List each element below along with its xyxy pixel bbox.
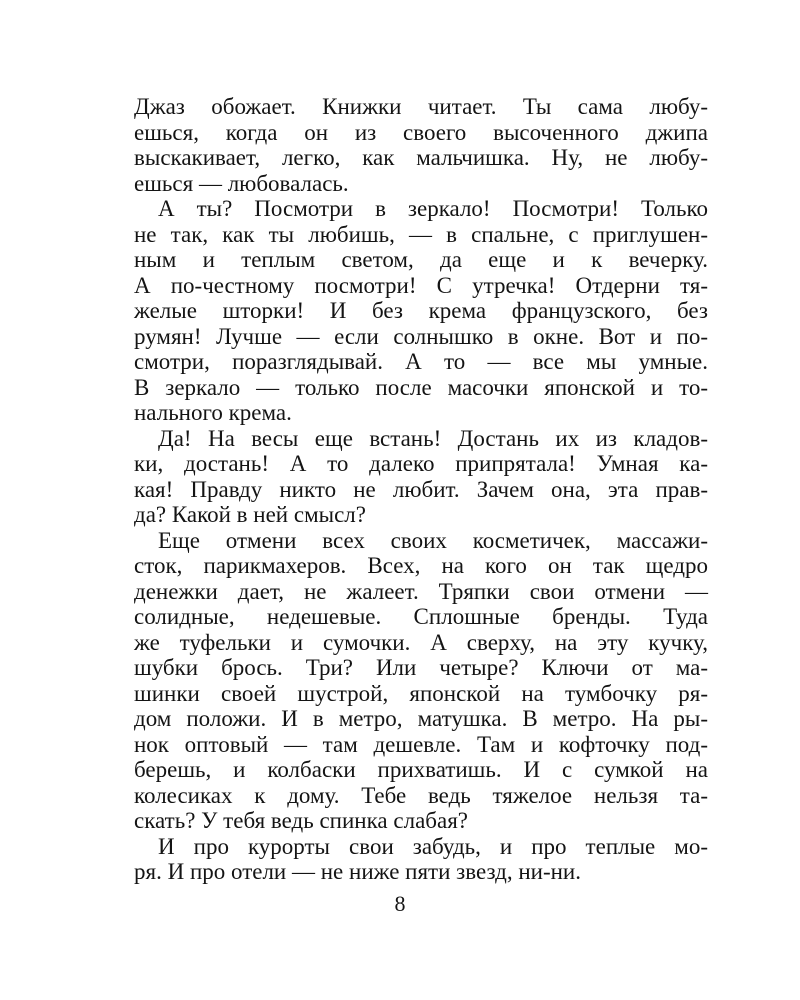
text-line: же туфельки и сумочки. А сверху, на эту кучку, (134, 629, 708, 655)
body-text (134, 94, 708, 885)
text-line: нок оптовый — там дешевле. Там и кофточку под- (134, 731, 708, 757)
text-line: скать? У тебя ведь спинка слабая? (134, 808, 468, 833)
text-line: кая! Правду никто не любит. Зачем она, эта прав- (134, 476, 708, 502)
text-line: берешь, и колбаски прихватишь. И с сумкой на (134, 757, 708, 782)
text-line: Да! На весы еще встань! Достань их из кладов- (158, 425, 708, 451)
text-line: ным и теплым светом, да еще и к вечерку. (134, 247, 708, 272)
text-line: да? Какой в ней смысл? (134, 502, 366, 527)
text-line: А по-честному посмотри! С утречка! Отдерни тя- (134, 272, 708, 298)
text-line: И про курорты свои забудь, и про теплые мо- (158, 833, 708, 859)
text-line: ки, достань! А то далеко припрятала! Умная ка- (134, 451, 708, 476)
text-line: шинки своей шустрой, японской на тумбочку ря- (134, 680, 708, 706)
text-line: Джаз обожает. Книжки читает. Ты сама любу- (134, 94, 708, 119)
paragraph (134, 426, 708, 528)
paragraph (134, 834, 708, 885)
text-line: нального крема. (134, 400, 292, 425)
text-line: выскакивает, легко, как мальчишка. Ну, не любу- (134, 145, 708, 170)
text-line: сток, парикмахеров. Всех, на кого он так щедро (134, 553, 708, 578)
text-line: ешься, когда он из своего высоченного джипа (134, 119, 708, 145)
page-number: 8 (394, 891, 406, 916)
text-line: дом положи. И в метро, матушка. В метро. На ры- (134, 706, 708, 731)
paragraph (134, 528, 708, 834)
text-line: ря. И про отели — не ниже пяти звезд, ни-ни. (134, 859, 581, 884)
paragraph (134, 196, 708, 426)
text-line: ешься — любовалась. (134, 170, 349, 196)
paragraph (134, 94, 708, 196)
text-line: колесиках к дому. Тебе ведь тяжелое нельзя та- (134, 782, 708, 808)
text-line: А ты? Посмотри в зеркало! Посмотри! Только (158, 196, 708, 221)
text-line: В зеркало — только после масочки японской и то- (134, 374, 708, 400)
text-line: денежки дает, не жалеет. Тряпки свои отмени — (134, 578, 708, 604)
text-line: румян! Лучше — если солнышко в окне. Вот и по- (134, 323, 708, 349)
text-line: Еще отмени всех своих косметичек, массажи- (158, 527, 708, 553)
text-line: шубки брось. Три? Или четыре? Ключи от ма- (134, 655, 708, 680)
text-line: желые шторки! И без крема французского, без (134, 298, 708, 323)
text-line: не так, как ты любишь, — в спальне, с приглушен- (134, 221, 708, 247)
text-line: смотри, поразглядывай. А то — все мы умные. (134, 349, 708, 374)
text-line: солидные, недешевые. Сплошные бренды. Туда (134, 604, 708, 629)
